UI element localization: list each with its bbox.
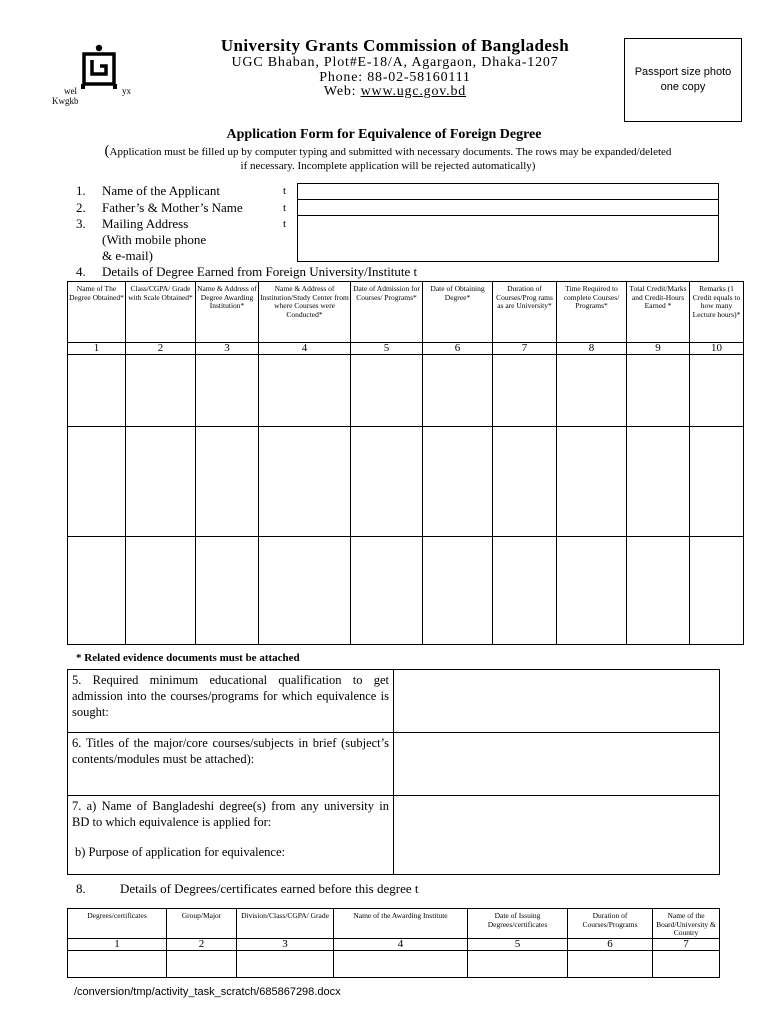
footer-file-path: /conversion/tmp/activity_task_scratch/685867298.docx <box>74 986 341 998</box>
item-3 <box>76 216 296 264</box>
header-time-required: Time Required to complete Courses/ Programs* <box>557 282 627 343</box>
column-number: 4 <box>259 343 351 355</box>
table-cell[interactable] <box>237 951 334 978</box>
item-3-colon: t <box>283 218 287 230</box>
table-cell[interactable] <box>423 537 493 645</box>
item-2-colon: t <box>283 202 287 214</box>
min-qualification-field[interactable] <box>394 670 720 733</box>
web-prefix: Web: <box>323 84 361 99</box>
column-number: 6 <box>568 939 653 951</box>
table-cell[interactable] <box>653 951 720 978</box>
evidence-note: * Related evidence documents must be attached <box>76 652 300 664</box>
web-link[interactable]: www.ugc.gov.bd <box>360 84 467 99</box>
table-cell[interactable] <box>196 355 259 427</box>
org-web <box>150 84 640 100</box>
table-cell[interactable] <box>468 951 568 978</box>
photo-label-2: one copy <box>660 81 706 93</box>
header-class-cgpa: Class/CGPA/ Grade with Scale Obtained* <box>126 282 196 343</box>
header-admission-date: Date of Admission for Courses/ Programs* <box>351 282 423 343</box>
header-course-duration: Duration of Courses/Programs <box>568 909 653 939</box>
table-cell[interactable] <box>351 427 423 537</box>
parents-name-field[interactable] <box>297 199 719 216</box>
header-group-major: Group/Major <box>167 909 237 939</box>
table-cell[interactable] <box>557 355 627 427</box>
table-cell[interactable] <box>351 355 423 427</box>
org-phone: Phone: 88-02-58160111 <box>319 70 471 85</box>
header-issue-date: Date of Issuing Degrees/certificates <box>468 909 568 939</box>
table-cell[interactable] <box>126 355 196 427</box>
table-row <box>68 355 744 427</box>
header-obtaining-date: Date of Obtaining Degree* <box>423 282 493 343</box>
item-1 <box>76 183 296 199</box>
mailing-address-label: Mailing Address <box>102 216 189 231</box>
parents-name-label: Father’s & Mother’s Name <box>102 200 243 215</box>
header-remarks: Remarks (1 Credit equals to how many Lecture hours)* <box>690 282 744 343</box>
foreign-degree-table <box>67 281 744 645</box>
bd-degree-label: 7. a) Name of Bangladeshi degree(s) from any university in BD to which equivalence is applied for: <box>72 799 389 829</box>
item-number: 4. <box>76 264 86 279</box>
item-7-cell <box>68 796 394 875</box>
table-cell[interactable] <box>68 427 126 537</box>
column-number: 1 <box>68 343 126 355</box>
applicant-name-label: Name of the Applicant <box>102 183 221 198</box>
item-8 <box>76 881 696 897</box>
column-number: 6 <box>423 343 493 355</box>
table-cell[interactable] <box>557 427 627 537</box>
header-duration: Duration of Courses/Prog rams as are University* <box>493 282 557 343</box>
table-cell[interactable] <box>568 951 653 978</box>
table-cell[interactable] <box>334 951 468 978</box>
table-cell[interactable] <box>351 537 423 645</box>
major-courses-label: 6. Titles of the major/core courses/subjects in brief (subject’s contents/modules must be attached): <box>68 733 394 796</box>
header-study-center: Name & Address of Institution/Study Center from where Courses were Conducted* <box>259 282 351 343</box>
table-row <box>68 951 720 978</box>
min-qualification-label: 5. Required minimum educational qualification to get admission into the courses/programs for which equivalence is sought: <box>68 670 394 733</box>
column-number: 1 <box>68 939 167 951</box>
passport-photo-box[interactable] <box>624 38 742 122</box>
column-number: 4 <box>334 939 468 951</box>
header-awarding-institute: Name of the Awarding Institute <box>334 909 468 939</box>
table-cell[interactable] <box>493 355 557 427</box>
table-cell[interactable] <box>196 537 259 645</box>
header-total-credit: Total Credit/Marks and Credit-Hours Earned * <box>627 282 690 343</box>
item-number: 1. <box>76 183 86 198</box>
item-4 <box>76 264 576 280</box>
table-cell[interactable] <box>259 355 351 427</box>
table-cell[interactable] <box>259 537 351 645</box>
header-division: Division/Class/CGPA/ Grade <box>237 909 334 939</box>
foreign-degree-label: Details of Degree Earned from Foreign University/Institute t <box>102 264 418 279</box>
table-cell[interactable] <box>196 427 259 537</box>
org-name: University Grants Commission of Bangladesh <box>220 36 570 55</box>
table-cell[interactable] <box>690 355 744 427</box>
table-row <box>68 537 744 645</box>
qualification-table <box>67 669 720 875</box>
column-number: 2 <box>126 343 196 355</box>
table-cell[interactable] <box>557 537 627 645</box>
org-address: UGC Bhaban, Plot#E-18/A, Agargaon, Dhaka-1207 <box>231 55 559 70</box>
header-degree-name: Name of The Degree Obtained* <box>68 282 126 343</box>
column-number: 5 <box>468 939 568 951</box>
major-courses-field[interactable] <box>394 733 720 796</box>
table-cell[interactable] <box>423 427 493 537</box>
logo-caption-left: wel <box>64 86 77 96</box>
table-cell[interactable] <box>493 537 557 645</box>
logo-caption-right: yx <box>122 86 131 96</box>
table-cell[interactable] <box>423 355 493 427</box>
item-number: 8. <box>76 881 86 896</box>
item-1-colon: t <box>283 185 287 197</box>
column-number: 9 <box>627 343 690 355</box>
mailing-address-sub2: & e-mail) <box>102 248 153 263</box>
table-cell[interactable] <box>126 427 196 537</box>
photo-label-1: Passport size photo <box>634 66 732 78</box>
table-cell[interactable] <box>126 537 196 645</box>
column-number: 7 <box>493 343 557 355</box>
purpose-label: b) Purpose of application for equivalence: <box>75 845 285 859</box>
item-number: 2. <box>76 200 86 215</box>
table-cell[interactable] <box>627 355 690 427</box>
column-number: 7 <box>653 939 720 951</box>
applicant-name-field[interactable] <box>297 183 719 200</box>
column-number: 3 <box>237 939 334 951</box>
table-cell[interactable] <box>259 427 351 537</box>
column-number: 5 <box>351 343 423 355</box>
table-cell[interactable] <box>627 537 690 645</box>
prior-degrees-table <box>67 908 720 978</box>
table-cell[interactable] <box>68 537 126 645</box>
header-awarding-institution: Name & Address of Degree Awarding Institution* <box>196 282 259 343</box>
mailing-address-sub1: (With mobile phone <box>102 232 207 247</box>
bd-degree-field[interactable] <box>394 796 720 875</box>
instruction-text: Application must be filled up by computer typing and submitted with necessary documents. The rows may be expanded/deleted if necessary. Incomplete application will be rejected automatically) <box>109 146 672 172</box>
mailing-address-field[interactable] <box>297 215 719 262</box>
instruction-paren: ( <box>104 143 110 159</box>
table-cell[interactable] <box>167 951 237 978</box>
table-cell[interactable] <box>627 427 690 537</box>
column-number: 8 <box>557 343 627 355</box>
table-row <box>68 427 744 537</box>
ugc-logo-icon <box>80 44 118 90</box>
logo-caption-bottom: Kwgkb <box>52 96 79 106</box>
form-title: Application Form for Equivalence of Foreign Degree <box>226 127 542 142</box>
header-degrees: Degrees/certificates <box>68 909 167 939</box>
column-number: 10 <box>690 343 744 355</box>
prior-degrees-label: Details of Degrees/certificates earned before this degree t <box>120 881 419 896</box>
item-2 <box>76 200 296 216</box>
table-cell[interactable] <box>68 355 126 427</box>
item-number: 3. <box>76 216 86 231</box>
column-number: 2 <box>167 939 237 951</box>
header-board-country: Name of the Board/University & Country <box>653 909 720 939</box>
table-cell[interactable] <box>68 951 167 978</box>
table-cell[interactable] <box>690 537 744 645</box>
form-instruction <box>100 144 676 173</box>
column-number: 3 <box>196 343 259 355</box>
table-cell[interactable] <box>690 427 744 537</box>
table-cell[interactable] <box>493 427 557 537</box>
